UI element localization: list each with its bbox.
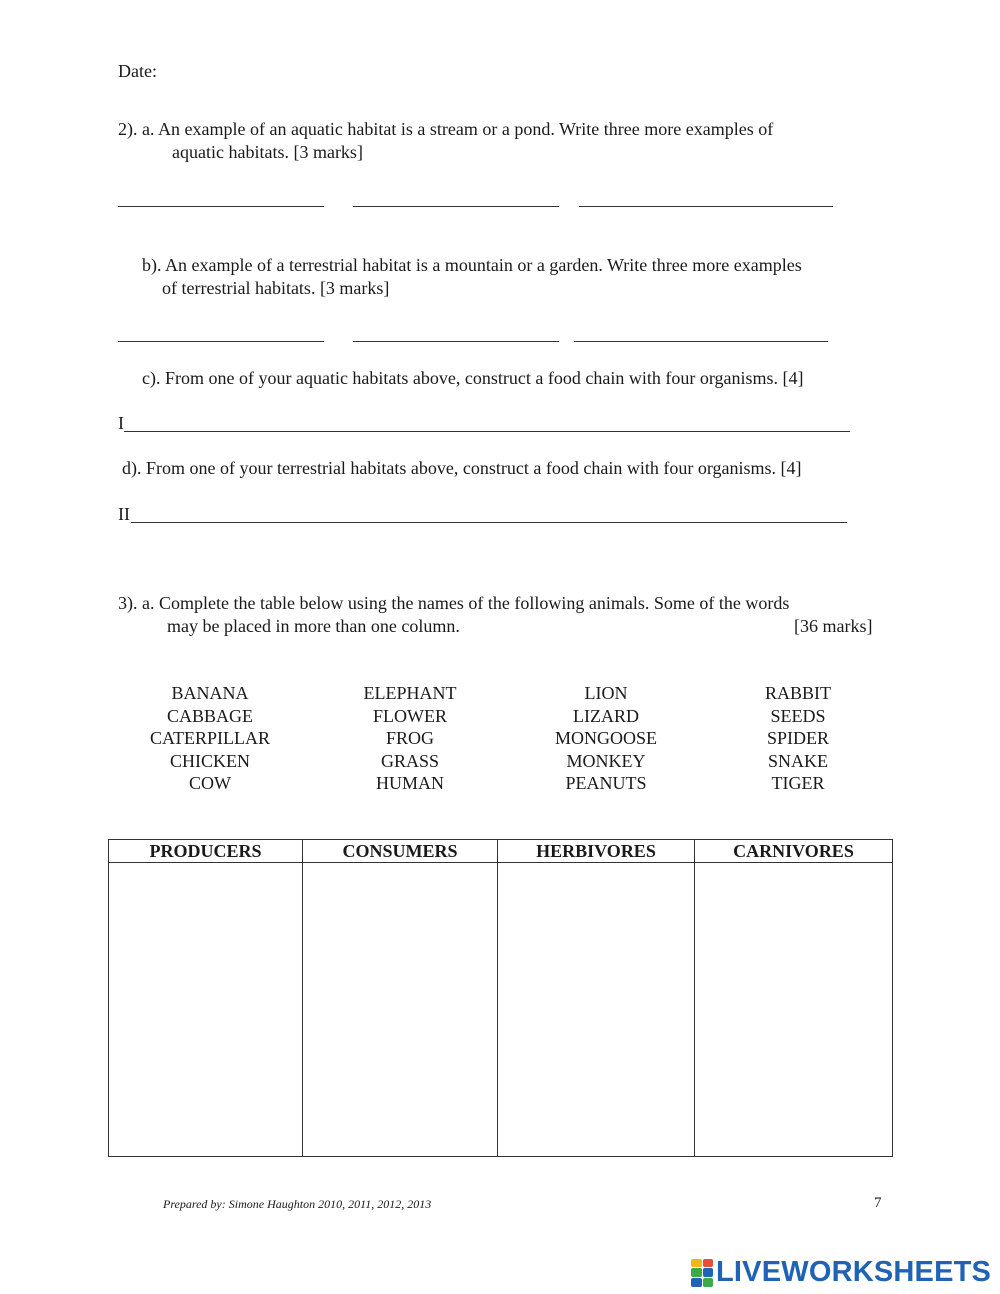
- header-herbivores: HERBIVORES: [498, 840, 695, 863]
- word-item: RABBIT: [764, 683, 831, 703]
- header-producers: PRODUCERS: [109, 840, 303, 863]
- prepared-by: Prepared by: Simone Haughton 2010, 2011, 2012, 2013: [163, 1197, 432, 1211]
- q2a-text-line1: 2). a. An example of an aquatic habitat is a stream or a pond. Write three more examples of: [118, 119, 774, 139]
- q2c-answer-line[interactable]: [124, 431, 850, 432]
- q2b-answer-line-1[interactable]: [118, 341, 324, 342]
- word-item: ELEPHANT: [363, 683, 457, 703]
- q2a-text-line2: aquatic habitats. [3 marks]: [172, 142, 363, 162]
- q2b-text-line2: of terrestrial habitats. [3 marks]: [162, 278, 390, 298]
- header-carnivores: CARNIVORES: [695, 840, 893, 863]
- word-item: SPIDER: [766, 728, 829, 748]
- header-consumers: CONSUMERS: [303, 840, 498, 863]
- q2c-label: I: [118, 413, 124, 433]
- word-item: FLOWER: [373, 705, 447, 726]
- word-column-1: [115, 682, 305, 795]
- word-item: HUMAN: [375, 773, 444, 793]
- classification-table: [108, 839, 893, 1157]
- q3-text-line2: may be placed in more than one column.: [167, 616, 460, 636]
- liveworksheets-logo-icon: [691, 1259, 713, 1287]
- date-label: Date:: [118, 61, 157, 81]
- word-item: SEEDS: [770, 705, 826, 726]
- q2a-answer-line-2[interactable]: [353, 206, 559, 207]
- word-column-2: [315, 682, 505, 795]
- q2d-label: II: [118, 504, 130, 524]
- word-item: BANANA: [171, 683, 249, 703]
- q3-marks: [36 marks]: [794, 616, 873, 636]
- liveworksheets-logo-text: LIVEWORKSHEETS: [716, 1256, 992, 1288]
- q2c-text: c). From one of your aquatic habitats above, construct a food chain with four organisms. [4]: [142, 368, 804, 388]
- q3-text-line1: 3). a. Complete the table below using the names of the following animals. Some of the words: [118, 593, 790, 613]
- q2b-answer-line-3[interactable]: [574, 341, 828, 342]
- word-column-4: [703, 682, 893, 795]
- producers-answer-cell[interactable]: [109, 863, 303, 1157]
- consumers-answer-cell[interactable]: [303, 863, 498, 1157]
- carnivores-answer-cell[interactable]: [695, 863, 893, 1157]
- word-item: PEANUTS: [565, 773, 647, 793]
- word-item: LION: [584, 683, 628, 703]
- word-item: SNAKE: [767, 750, 828, 771]
- word-column-3: [511, 682, 701, 795]
- q2a-answer-line-3[interactable]: [579, 206, 833, 207]
- word-item: LIZARD: [573, 705, 639, 726]
- word-item: FROG: [385, 728, 434, 748]
- word-item: CATERPILLAR: [149, 728, 270, 748]
- table-header-row: [109, 840, 893, 863]
- word-item: TIGER: [771, 773, 825, 793]
- word-item: GRASS: [380, 750, 440, 771]
- q2b-answer-line-2[interactable]: [353, 341, 559, 342]
- q2a-answer-line-1[interactable]: [118, 206, 324, 207]
- q2d-answer-line[interactable]: [131, 522, 847, 523]
- word-item: MONKEY: [566, 750, 646, 771]
- q2d-text: d). From one of your terrestrial habitats above, construct a food chain with four organisms. [4]: [122, 458, 802, 478]
- liveworksheets-logo[interactable]: [691, 1256, 991, 1289]
- word-item: CABBAGE: [166, 705, 253, 726]
- word-item: CHICKEN: [170, 750, 250, 771]
- table-answer-row: [109, 863, 893, 1157]
- q2b-text-line1: b). An example of a terrestrial habitat is a mountain or a garden. Write three more examples: [142, 255, 802, 275]
- word-item: MONGOOSE: [554, 728, 657, 748]
- word-item: COW: [189, 773, 231, 793]
- page-number: 7: [874, 1195, 882, 1211]
- herbivores-answer-cell[interactable]: [498, 863, 695, 1157]
